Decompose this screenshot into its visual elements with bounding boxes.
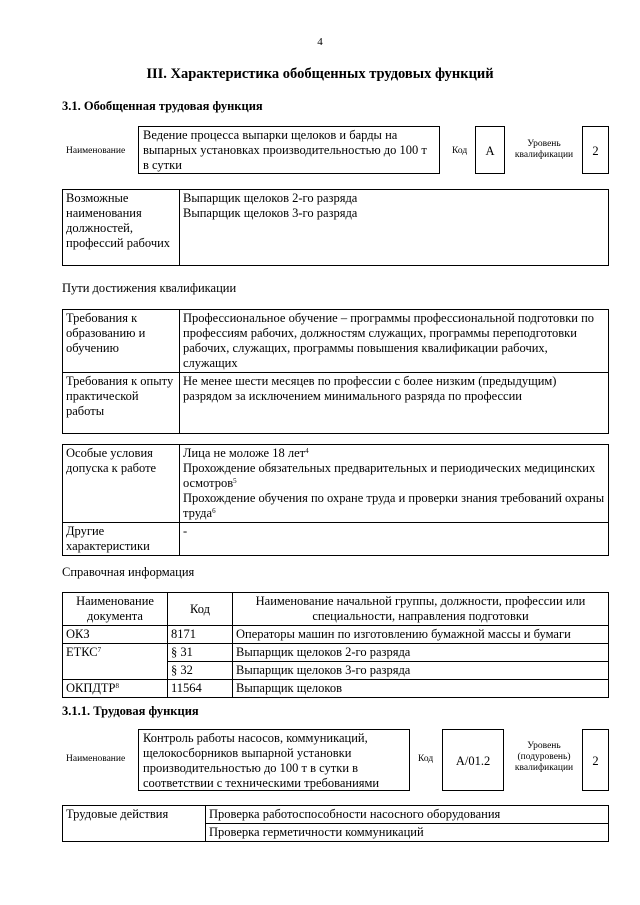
okpdtr-doc: ОКПДТР$^8$ [63, 680, 168, 698]
positions-label: Возможные наименования должностей, профессий рабочих [63, 190, 180, 266]
name-label: Наименование [66, 146, 126, 156]
special-conditions-values [180, 445, 609, 523]
okpdtr-name: Выпарщик щелоков [233, 680, 609, 698]
col-doc-header: Наименование документа [63, 593, 168, 626]
section-heading-3-1: 3.1. Обобщенная трудовая функция [62, 99, 263, 113]
positions-table [62, 189, 609, 266]
footnote-ref: 6 [212, 507, 216, 515]
experience-label: Требования к опыту практической работы [63, 373, 180, 434]
condition-item: Прохождение обязательных предварительных и периодических медицинских осмотров$^5$ [183, 461, 596, 490]
tf-level-label: Уровень (подуровень) квалификации [514, 741, 574, 773]
education-value: Профессиональное обучение – программы профессиональной подготовки по профессиям рабочих, должностям служащих, программы переподготовки рабочих, служащих, программы повышения квалификации рабочих, служащих [180, 310, 609, 373]
etks1-code: § 31 [168, 644, 233, 662]
qualification-paths-heading: Пути достижения квалификации [62, 281, 237, 295]
labor-actions-label: Трудовые действия [63, 806, 206, 842]
education-label: Требования к образованию и обучению [63, 310, 180, 373]
footnote-ref: 5 [233, 477, 237, 485]
qualification-table [62, 309, 609, 434]
reference-table [62, 592, 609, 698]
code-label: Код [452, 146, 468, 156]
page-title: III. Характеристика обобщенных трудовых функций [146, 66, 494, 82]
function-name-box [138, 126, 440, 174]
etks-doc: ЕТКС$^7$ [63, 644, 168, 680]
labor-action-item: Проверка работоспособности насосного оборудования [206, 806, 609, 824]
col-code-header: Код [168, 593, 233, 626]
other-label: Другие характеристики [63, 523, 180, 556]
tf-code-label: Код [418, 754, 434, 764]
labor-actions-table [62, 805, 609, 842]
condition-item: Прохождение обучения по охране труда и проверки знания требований охраны труда$^6$ [183, 491, 605, 520]
tf-level-value: 2 [582, 729, 609, 791]
conditions-table [62, 444, 609, 556]
positions-values [180, 190, 609, 266]
section-heading-3-1-1: 3.1.1. Трудовая функция [62, 704, 199, 718]
col-name-header: Наименование начальной группы, должности, профессии или специальности, направления подготовки [233, 593, 609, 626]
special-conditions-label: Особые условия допуска к работе [63, 445, 180, 523]
position-item: Выпарщик щелоков 3-го разряда [183, 206, 358, 220]
tf-name-value: Контроль работы насосов, коммуникаций, щелокосборников выпарной установки производительностью до 100 т в сутки в соответствии с техническими требованиями [143, 731, 380, 790]
etks2-name: Выпарщик щелоков 3-го разряда [233, 662, 609, 680]
tf-code-value: А/01.2 [442, 729, 504, 791]
okpdtr-code: 11564 [168, 680, 233, 698]
okz-name: Операторы машин по изготовлению бумажной массы и бумаги [233, 626, 609, 644]
experience-value: Не менее шести месяцев по профессии с более низким (предыдущим) разрядом за исключением минимального разряда по профессии [180, 373, 609, 434]
footnote-ref: 7 [97, 646, 102, 654]
labor-action-item: Проверка герметичности коммуникаций [206, 824, 609, 842]
level-value: 2 [582, 126, 609, 174]
footnote-ref: 8 [115, 682, 120, 690]
level-label: Уровень квалификации [514, 139, 574, 160]
etks2-code: § 32 [168, 662, 233, 680]
footnote-ref: 4 [305, 447, 309, 455]
okz-doc: ОКЗ [63, 626, 168, 644]
okz-code: 8171 [168, 626, 233, 644]
tf-name-box [138, 729, 410, 791]
page-number: 4 [317, 36, 323, 48]
condition-item: Лица не моложе 18 лет$^4$ [183, 446, 309, 460]
reference-heading: Справочная информация [62, 565, 195, 579]
function-name-value: Ведение процесса выпарки щелоков и барды на выпарных установках производительностью до 100 т в сутки [143, 128, 427, 172]
etks1-name: Выпарщик щелоков 2-го разряда [233, 644, 609, 662]
position-item: Выпарщик щелоков 2-го разряда [183, 191, 358, 205]
code-value: А [475, 126, 505, 174]
tf-name-label: Наименование [66, 754, 126, 764]
other-value: - [180, 523, 609, 556]
